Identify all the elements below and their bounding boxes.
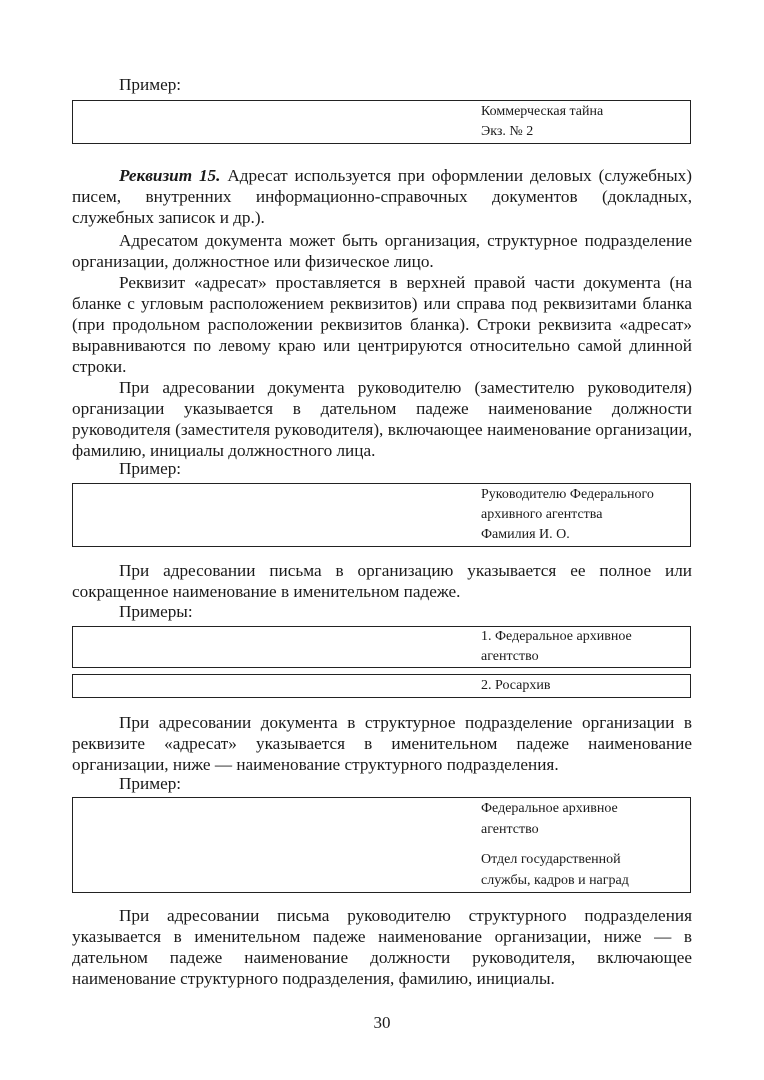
box-line: Коммерческая тайна [481,104,604,119]
box-line: агентство [481,649,539,664]
example-label: Пример: [119,774,182,793]
paragraph-text: Адресат используется при оформлении деловых (служебных) писем, внутренних информационно-справочных документов (докладных, служебных записок и др.). [72,166,692,227]
paragraph: При адресовании письма в организацию указывается ее полное или сокращенное наименование в именительном падеже. [72,561,692,601]
example-label: Пример: [119,459,182,478]
box-line: 2. Росархив [481,678,551,693]
paragraph: При адресовании документа в структурное подразделение организации в реквизите «адресат» указывается в именительном падеже наименование организации, ниже — наименование структурного подразделения. [72,713,692,774]
box-line: Руководителю Федерального [481,487,654,502]
examples-label: Примеры: [119,602,193,621]
box-line: архивного агентства [481,507,603,522]
box-line: агентство [481,822,539,837]
paragraph: При адресовании письма руководителю структурного подразделения указывается в именительном падеже наименование организации, ниже — в дательном падеже наименование должности руководителя, включающее наименование структурного подразделения, фамилию, инициалы. [72,906,692,988]
box-line: 1. Федеральное архивное [481,629,632,644]
example-box-organization-full [72,626,691,668]
box-line: Федеральное архивное [481,801,618,816]
box-line: службы, кадров и наград [481,873,629,888]
example-box-confidential [72,100,691,144]
page-number: 30 [373,1013,391,1032]
box-line: Отдел государственной [481,852,621,867]
requisite-heading: Реквизит 15. [119,166,221,185]
paragraph: При адресовании документа руководителю (заместителю руководителя) организации указывается в дательном падеже наименование должности руководителя (заместителя руководителя), включающее наименование организации, фамилию, инициалы должностного лица. [72,378,692,460]
example-box-addressee-head [72,483,691,547]
paragraph: Реквизит «адресат» проставляется в верхней правой части документа (на бланке с угловым расположением реквизитов) или справа под реквизитами бланка (при продольном расположении реквизитов бланка). Строки реквизита «адресат» выравниваются по левому краю или центрируются относительно самой длинной строки. [72,273,692,376]
paragraph-requisite-15 [72,165,692,228]
example-box-organization-short [72,674,691,698]
example-label: Пример: [119,75,182,94]
box-line: Фамилия И. О. [481,527,570,542]
box-line: Экз. № 2 [481,124,534,139]
paragraph: Адресатом документа может быть организация, структурное подразделение организации, должностное или физическое лицо. [72,231,692,271]
example-box-department [72,797,691,893]
